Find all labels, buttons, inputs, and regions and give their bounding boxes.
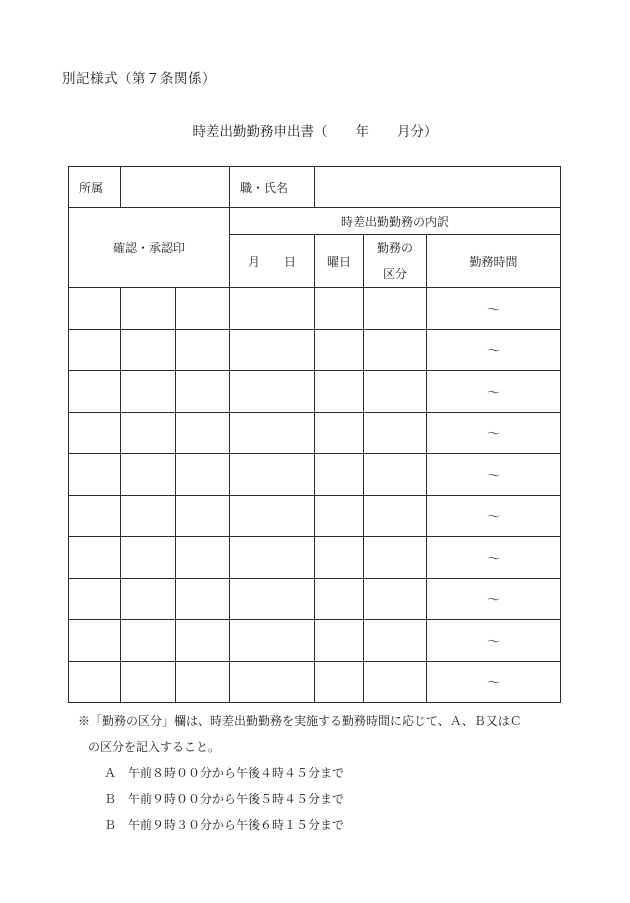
table-row [69, 329, 561, 371]
category-cell[interactable] [364, 620, 427, 662]
stamp-cell[interactable] [69, 454, 121, 496]
category-cell[interactable] [364, 495, 427, 537]
stamp-cell[interactable] [176, 661, 230, 703]
category-cell[interactable] [364, 661, 427, 703]
hours-cell[interactable]: ～ [427, 454, 561, 496]
category-cell[interactable] [364, 412, 427, 454]
stamp-cell[interactable] [176, 578, 230, 620]
category-cell[interactable] [364, 537, 427, 579]
date-cell[interactable] [230, 537, 315, 579]
category-cell[interactable] [364, 454, 427, 496]
date-cell[interactable] [230, 578, 315, 620]
stamp-cell[interactable] [176, 412, 230, 454]
stamp-cell[interactable] [69, 288, 121, 330]
stamp-cell[interactable] [69, 661, 121, 703]
title-year: 年 [355, 124, 369, 140]
hours-cell[interactable]: ～ [427, 537, 561, 579]
weekday-cell[interactable] [315, 661, 364, 703]
hours-cell[interactable]: ～ [427, 412, 561, 454]
confirmation-label: 確認・承認印 [69, 208, 230, 288]
note-option-a: Ａ 午前８時００分から午後４時４５分まで [104, 766, 345, 780]
date-cell[interactable] [230, 371, 315, 413]
table-row [69, 661, 561, 703]
stamp-cell[interactable] [69, 495, 121, 537]
table-row [69, 371, 561, 413]
category-cell[interactable] [364, 288, 427, 330]
header-row-affiliation [69, 167, 561, 208]
weekday-cell[interactable] [315, 454, 364, 496]
stamp-cell[interactable] [121, 371, 176, 413]
affiliation-field[interactable] [121, 167, 230, 208]
weekday-cell[interactable] [315, 537, 364, 579]
note-option-c: Ｂ 午前９時３０分から午後６時１５分まで [104, 818, 345, 832]
table-row [69, 288, 561, 330]
note-line-2: の区分を記入すること。 [88, 740, 221, 754]
stamp-cell[interactable] [176, 620, 230, 662]
weekday-cell[interactable] [315, 329, 364, 371]
note-option-b: Ｂ 午前９時００分から午後５時４５分まで [104, 792, 345, 806]
notes-section [78, 708, 522, 838]
hours-cell[interactable]: ～ [427, 578, 561, 620]
stamp-cell[interactable] [176, 329, 230, 371]
column-category-line1: 勤務の [376, 241, 413, 255]
stamp-cell[interactable] [69, 620, 121, 662]
column-category-header [364, 235, 427, 288]
weekday-cell[interactable] [315, 495, 364, 537]
stamp-cell[interactable] [176, 454, 230, 496]
title-month: 月分） [397, 124, 438, 140]
date-cell[interactable] [230, 495, 315, 537]
table-row [69, 495, 561, 537]
stamp-cell[interactable] [176, 495, 230, 537]
stamp-cell[interactable] [121, 412, 176, 454]
stamp-cell[interactable] [121, 620, 176, 662]
column-weekday-header: 曜日 [315, 235, 364, 288]
breakdown-label: 時差出勤勤務の内訳 [230, 208, 561, 235]
hours-cell[interactable]: ～ [427, 620, 561, 662]
stamp-cell[interactable] [121, 661, 176, 703]
title-main: 時差出勤勤務申出書（ [192, 124, 328, 140]
stamp-cell[interactable] [121, 495, 176, 537]
header-row-breakdown [69, 208, 561, 235]
date-cell[interactable] [230, 620, 315, 662]
date-cell[interactable] [230, 329, 315, 371]
column-date-header: 月 日 [230, 235, 315, 288]
stamp-cell[interactable] [176, 371, 230, 413]
stamp-cell[interactable] [176, 288, 230, 330]
category-cell[interactable] [364, 329, 427, 371]
stamp-cell[interactable] [69, 329, 121, 371]
hours-cell[interactable]: ～ [427, 371, 561, 413]
category-cell[interactable] [364, 371, 427, 413]
date-cell[interactable] [230, 454, 315, 496]
stamp-cell[interactable] [69, 537, 121, 579]
stamp-cell[interactable] [121, 288, 176, 330]
date-cell[interactable] [230, 288, 315, 330]
column-category-line2: 区分 [382, 267, 407, 281]
table-row [69, 412, 561, 454]
stamp-cell[interactable] [69, 371, 121, 413]
affiliation-label: 所属 [69, 167, 121, 208]
hours-cell[interactable]: ～ [427, 288, 561, 330]
form-label: 別記様式（第７条関係） [62, 71, 216, 87]
hours-cell[interactable]: ～ [427, 329, 561, 371]
stamp-cell[interactable] [176, 537, 230, 579]
stamp-cell[interactable] [121, 454, 176, 496]
date-cell[interactable] [230, 412, 315, 454]
date-cell[interactable] [230, 661, 315, 703]
column-hours-header: 勤務時間 [427, 235, 561, 288]
weekday-cell[interactable] [315, 578, 364, 620]
category-cell[interactable] [364, 578, 427, 620]
table-row [69, 537, 561, 579]
weekday-cell[interactable] [315, 371, 364, 413]
note-line-1: ※「勤務の区分」欄は、時差出勤勤務を実施する勤務時間に応じて、Ａ、Ｂ又はＣ [78, 714, 522, 728]
stamp-cell[interactable] [69, 412, 121, 454]
weekday-cell[interactable] [315, 412, 364, 454]
stamp-cell[interactable] [69, 578, 121, 620]
application-form-table [68, 166, 561, 703]
hours-cell[interactable]: ～ [427, 495, 561, 537]
page-title [0, 120, 630, 140]
position-name-label: 職・氏名 [230, 167, 315, 208]
stamp-cell[interactable] [121, 329, 176, 371]
weekday-cell[interactable] [315, 620, 364, 662]
weekday-cell[interactable] [315, 288, 364, 330]
stamp-cell[interactable] [121, 537, 176, 579]
stamp-cell[interactable] [121, 578, 176, 620]
table-row [69, 454, 561, 496]
table-row [69, 578, 561, 620]
table-row [69, 620, 561, 662]
hours-cell[interactable]: ～ [427, 661, 561, 703]
position-name-field[interactable] [315, 167, 561, 208]
